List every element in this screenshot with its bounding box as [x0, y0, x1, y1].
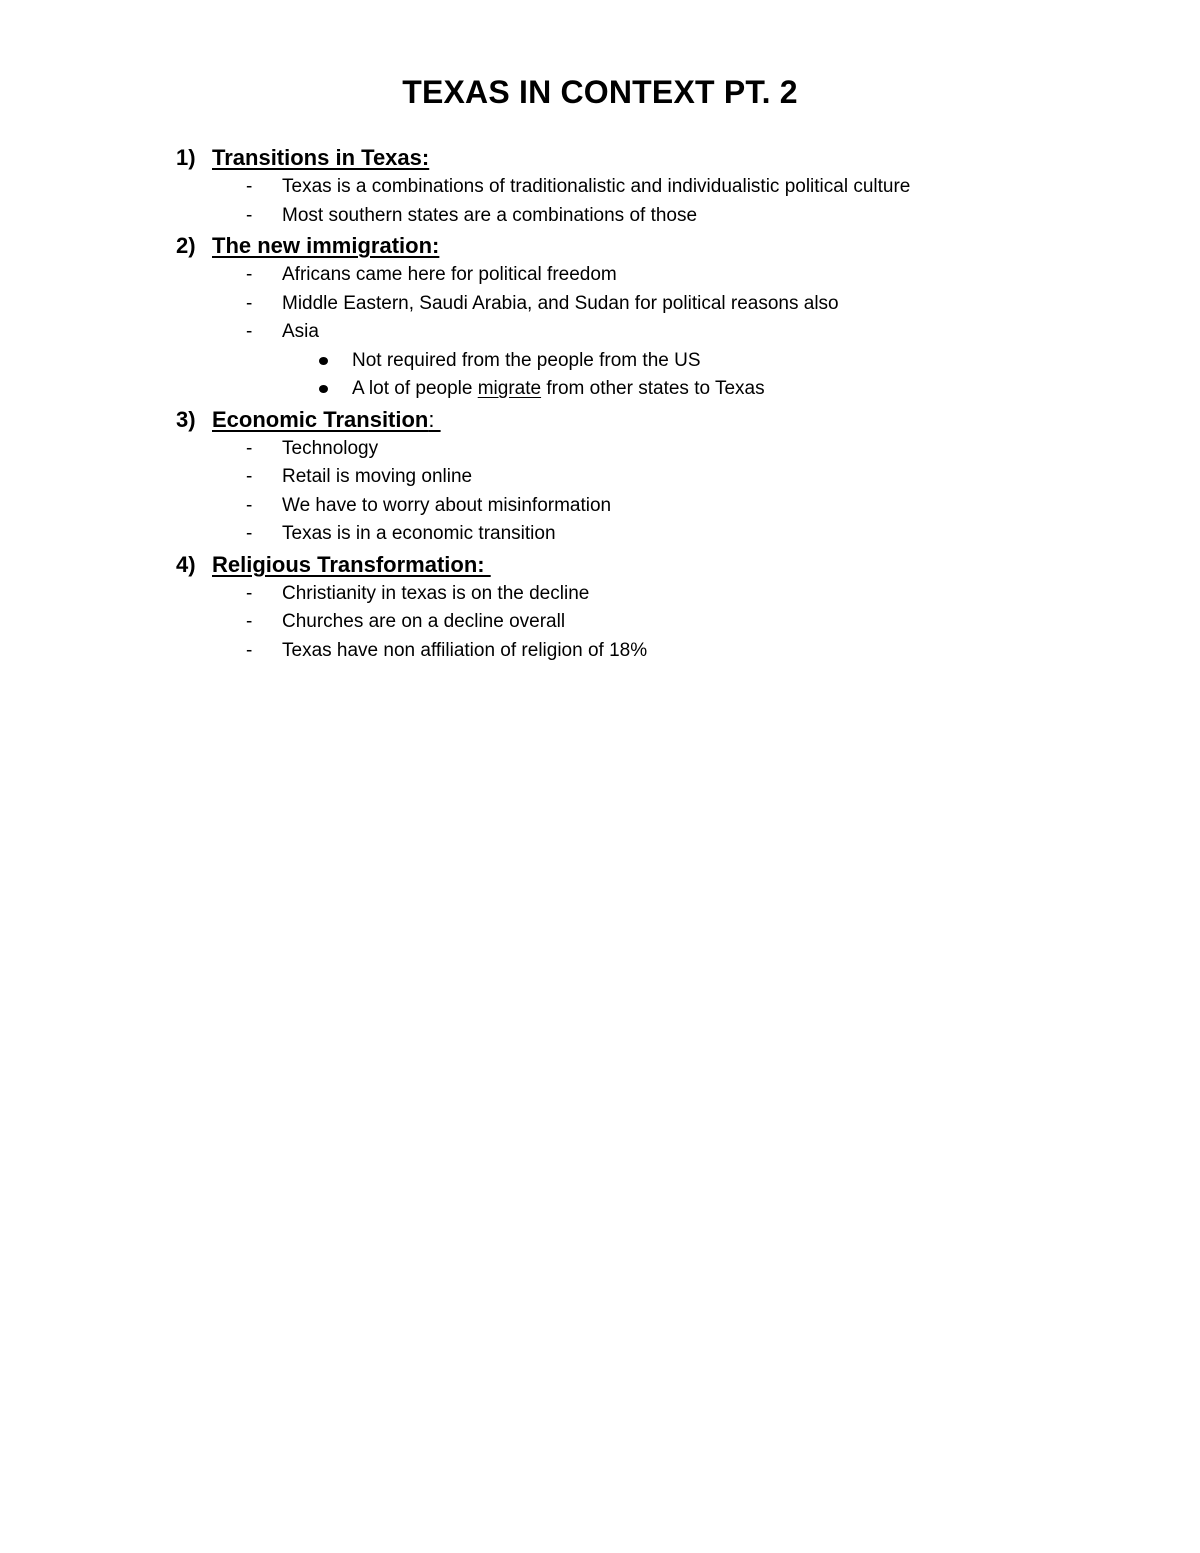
bullet-dot-icon [319, 357, 328, 365]
list-item-text: Africans came here for political freedom [282, 264, 617, 285]
section-title: Transitions in Texas: [212, 145, 430, 170]
section-number: 3) [176, 406, 196, 432]
list-item-text: Texas have non affiliation of religion of 18% [282, 639, 648, 661]
section-title-text: Economic Transition [212, 406, 429, 432]
list-item [176, 580, 1076, 609]
section-title: The new immigration: [212, 233, 440, 258]
list-item-text: Texas is a combinations of traditionalistic and individualistic political culture [282, 176, 911, 197]
section-title: Religious Transformation: [212, 551, 491, 577]
list-item-text: Middle Eastern, Saudi Arabia, and Sudan for political reasons also [282, 292, 839, 314]
dash-bullet: - [246, 639, 253, 661]
section-heading [176, 230, 1076, 261]
section-religious-transformation [176, 549, 1076, 666]
dash-bullet: - [246, 523, 253, 544]
section-number: 1) [176, 145, 196, 170]
section-economic-transition [176, 404, 1076, 549]
list-item [176, 435, 1076, 464]
list-item-text: Churches are on a decline overall [282, 611, 566, 632]
section-new-immigration [176, 230, 1076, 404]
list-item [176, 173, 1076, 202]
sub-list-item [176, 375, 1076, 404]
list-item-text: Technology [282, 437, 379, 459]
sub-list-item-text [352, 375, 765, 404]
list-item-text: We have to worry about misinformation [282, 494, 612, 516]
list-item-text: Most southern states are a combinations of those [282, 204, 698, 226]
list-item [176, 202, 1076, 231]
list-item-text: Retail is moving online [282, 466, 473, 487]
section-number: 2) [176, 233, 196, 258]
section-heading [176, 549, 1076, 580]
section-title-suffix: : [428, 406, 441, 432]
dash-bullet: - [246, 582, 253, 604]
dash-bullet: - [246, 611, 253, 632]
underlined-word: migrate [477, 378, 542, 399]
list-item-text: Texas is in a economic transition [282, 523, 556, 544]
dash-bullet: - [246, 204, 253, 226]
notes-content [176, 142, 1076, 665]
list-item [176, 318, 1076, 347]
list-item [176, 637, 1076, 666]
list-item [176, 261, 1076, 290]
dash-bullet: - [246, 321, 253, 342]
sub-list-item [176, 347, 1076, 376]
list-item [176, 463, 1076, 492]
list-item [176, 608, 1076, 637]
section-number: 4) [176, 551, 196, 577]
list-item [176, 520, 1076, 549]
text-after: from other states to Texas [541, 378, 765, 399]
list-item-text: Christianity in texas is on the decline [282, 582, 590, 604]
dash-bullet: - [246, 292, 253, 314]
text-before: A lot of people [352, 378, 478, 399]
dash-bullet: - [246, 494, 253, 516]
dash-bullet: - [246, 466, 253, 487]
page-title: TEXAS IN CONTEXT PT. 2 [402, 74, 798, 110]
list-item [176, 290, 1076, 319]
section-transitions [176, 142, 1076, 230]
dash-bullet: - [246, 437, 253, 459]
sub-list-item-text: Not required from the people from the US [352, 349, 701, 371]
section-heading [176, 142, 1076, 173]
section-title [212, 404, 441, 435]
dash-bullet: - [246, 264, 253, 285]
bullet-dot-icon [319, 385, 328, 393]
dash-bullet: - [246, 176, 253, 197]
list-item-text: Asia [282, 321, 319, 342]
list-item [176, 492, 1076, 521]
section-heading [176, 404, 1076, 435]
